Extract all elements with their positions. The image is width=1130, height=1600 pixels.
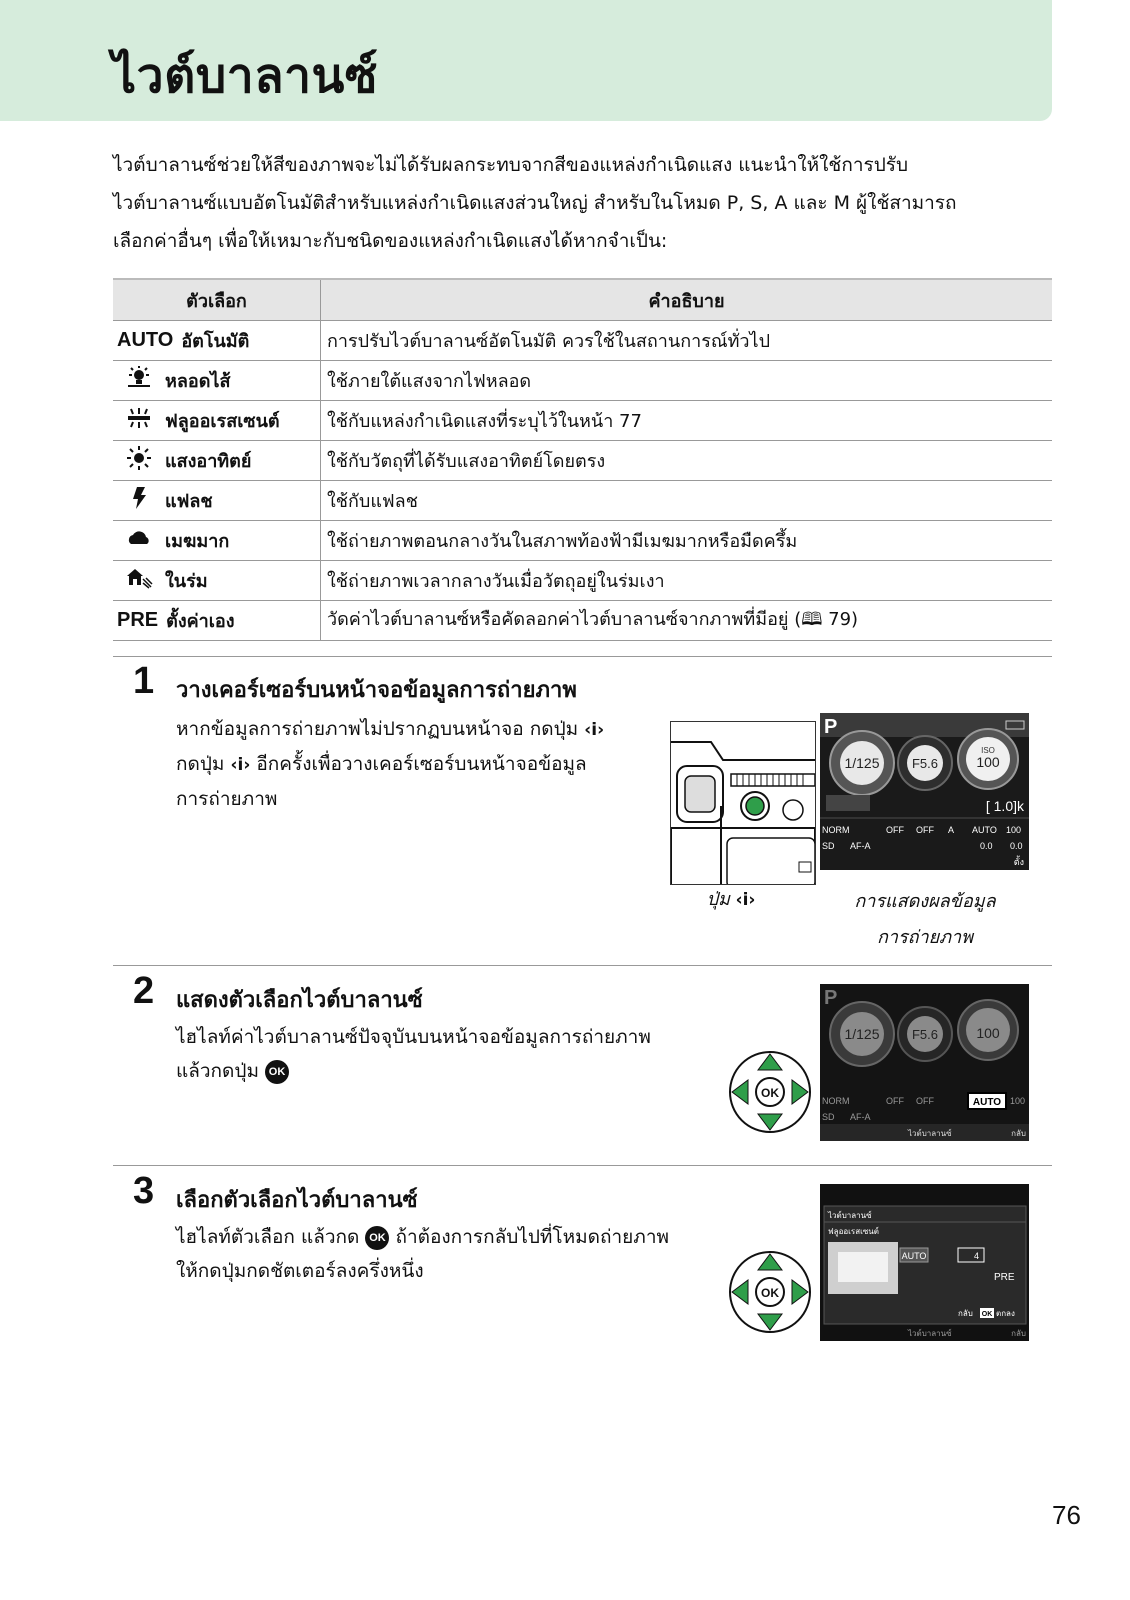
step-title: เลือกตัวเลือกไวต์บาลานซ์ — [176, 1188, 418, 1213]
lcd-bkt-value: OFF — [886, 1096, 904, 1106]
caption-text: การแสดงผลข้อมูล — [854, 891, 996, 912]
lcd-shutter: 1/125 — [844, 1026, 880, 1042]
step-text: การถ่ายภาพ — [176, 788, 278, 810]
lcd-aperture: F5.6 — [911, 1027, 939, 1042]
lcd-qual-value: NORM — [822, 1096, 850, 1106]
white-balance-menu-screen — [820, 1184, 1029, 1341]
table-row — [113, 441, 1052, 481]
option-description: การปรับไวต์บาลานซ์อัตโนมัติ ควรใช้ในสถานการณ์ทั่วไป — [321, 321, 1053, 361]
lcd-adl-value: A — [948, 825, 955, 835]
lcd-mode: P — [824, 987, 838, 1009]
lcd-qual-value: NORM — [822, 825, 850, 835]
lcd-remaining: [ 1.0]k — [985, 798, 1024, 814]
step-text: ไฮไลท์ค่าไวต์บาลานซ์ปัจจุบันบนหน้าจอข้อมูลการถ่ายภาพ — [176, 1026, 651, 1048]
table-row — [113, 321, 1052, 361]
step-text: ถ้าต้องการกลับไปที่โหมดถ่ายภาพ — [395, 1226, 670, 1248]
menu-hint-back: กลับ — [958, 1309, 973, 1318]
step-body — [176, 1020, 676, 1088]
step-text: หากข้อมูลการถ่ายภาพไม่ปรากฏบนหน้าจอ กดปุ่ม — [176, 718, 579, 740]
step-text: แล้วกดปุ่ม — [176, 1060, 259, 1082]
lcd-hint-back: กลับ — [1011, 1129, 1026, 1138]
info-button-icon: ‹i› — [735, 890, 756, 910]
multi-selector-icon — [728, 1250, 812, 1334]
option-description: ใช้กับแหล่งกำเนิดแสงที่ระบุไว้ในหน้า 77 — [321, 401, 1053, 441]
caption-display — [830, 884, 1020, 956]
intro-line: ไวต์บาลานซ์ช่วยให้สีของภาพจะไม่ได้รับผลกระทบจากสีของแหล่งกำเนิดแสง แนะนำให้ใช้การปรับ — [113, 154, 909, 176]
step-divider — [113, 965, 1052, 966]
lcd-card: SD — [822, 841, 835, 851]
intro-line: ไวต์บาลานซ์แบบอัตโนมัติสำหรับแหล่งกำเนิดแสงส่วนใหญ่ สำหรับในโหมด P, S, A และ M ผู้ใช้สามารถ — [113, 192, 957, 214]
step-body — [176, 1220, 716, 1288]
step-divider — [113, 656, 1052, 657]
option-name: หลอดไส้ — [165, 371, 231, 392]
table-row — [113, 361, 1052, 401]
caption-text: การถ่ายภาพ — [876, 927, 974, 948]
sun-icon — [113, 446, 165, 475]
option-name: เมฆมาก — [165, 531, 230, 552]
step-text: กดปุ่ม — [176, 753, 225, 775]
lcd-iso-value: 100 — [976, 754, 1000, 770]
ok-button-icon: OK — [265, 1060, 289, 1084]
menu-current: ฟลูออเรสเซนต์ — [828, 1227, 879, 1236]
option-description: ใช้กับวัตถุที่ได้รับแสงอาทิตย์โดยตรง — [321, 441, 1053, 481]
multi-selector-icon — [728, 1050, 812, 1134]
step-text: ไฮไลท์ตัวเลือก แล้วกด — [176, 1226, 360, 1248]
lcd-wb-highlight: AUTO — [972, 1097, 1002, 1108]
caption-button — [676, 884, 786, 913]
option-name: ฟลูออเรสเซนต์ — [165, 411, 280, 432]
lcd-wb-value: AUTO — [972, 825, 997, 835]
lcd-af-mode: AF-A — [850, 1112, 871, 1122]
page-number: 76 — [1052, 1500, 1081, 1530]
page-header — [0, 0, 1052, 121]
lcd-hint-set: ตั้ง — [1013, 857, 1024, 867]
option-name: แฟลช — [165, 491, 213, 512]
menu-hint-ok: ตกลง — [996, 1309, 1015, 1318]
option-name: อัตโนมัติ — [181, 331, 250, 352]
table-row — [113, 481, 1052, 521]
option-name: แสงอาทิตย์ — [165, 451, 252, 472]
camera-illustration — [670, 721, 816, 885]
option-description: ใช้ถ่ายภาพตอนกลางวันในสภาพท้องฟ้ามีเมฆมากหรือมืดครึ้ม — [321, 521, 1053, 561]
lcd-iso-value: 100 — [976, 1025, 1000, 1041]
lcd-hdr-value: OFF — [916, 825, 934, 835]
menu-title: ไวต์บาลานซ์ — [828, 1211, 872, 1220]
step-text: ให้กดปุ่มกดชัตเตอร์ลงครึ่งหนึ่ง — [176, 1260, 424, 1282]
step-number: 3 — [133, 1170, 155, 1212]
menu-ok-key: OK — [981, 1311, 993, 1318]
lcd-hint-wb: ไวต์บาลานซ์ — [908, 1129, 952, 1138]
lcd-iso-setting: 100 — [1010, 1096, 1026, 1106]
step-title: วางเคอร์เซอร์บนหน้าจอข้อมูลการถ่ายภาพ — [176, 678, 577, 703]
ok-label: OK — [761, 1086, 779, 1100]
ok-label: OK — [761, 1286, 779, 1300]
lcd-aperture: F5.6 — [911, 756, 939, 771]
column-header-description: คำอธิบาย — [321, 279, 1053, 321]
lcd-hint-wb: ไวต์บาลานซ์ — [908, 1329, 952, 1338]
white-balance-table — [113, 278, 1052, 641]
lcd-hint-back: กลับ — [1011, 1329, 1026, 1338]
step-body — [176, 712, 676, 816]
table-row — [113, 561, 1052, 601]
lcd-mode: P — [824, 716, 838, 738]
table-header-row — [113, 279, 1052, 321]
menu-opt-pre: PRE — [994, 1272, 1015, 1283]
flash-icon — [113, 486, 165, 515]
step-title: แสดงตัวเลือกไวต์บาลานซ์ — [176, 988, 423, 1013]
step-text: อีกครั้งเพื่อวางเคอร์เซอร์บนหน้าจอข้อมูล — [256, 753, 587, 775]
ok-button-icon: OK — [365, 1226, 389, 1250]
table-row — [113, 601, 1052, 641]
lcd-bkt-value: OFF — [886, 825, 904, 835]
option-description: ใช้กับแฟลช — [321, 481, 1053, 521]
option-description: ใช้ภายใต้แสงจากไฟหลอด — [321, 361, 1053, 401]
option-description: วัดค่าไวต์บาลานซ์หรือคัดลอกค่าไวต์บาลานซ์จากภาพที่มีอยู่ (🕮 79) — [321, 601, 1053, 641]
page-title: ไวต์บาลานซ์ — [112, 48, 378, 104]
lcd-iso-label: ISO — [981, 746, 995, 755]
option-name: ตั้งค่าเอง — [166, 611, 235, 632]
info-button-icon: ‹i› — [584, 720, 605, 740]
lcd-af-mode: AF-A — [850, 841, 871, 851]
menu-opt-fluor: 4 — [974, 1251, 980, 1261]
lcd-shutter: 1/125 — [844, 755, 880, 771]
menu-opt-auto: AUTO — [901, 1251, 927, 1261]
option-name: ในร่ม — [165, 571, 208, 592]
intro-paragraph — [113, 146, 1033, 260]
column-header-option: ตัวเลือก — [113, 279, 321, 321]
step-number: 2 — [133, 970, 155, 1012]
cloud-icon — [113, 526, 165, 555]
info-button-icon: ‹i› — [230, 755, 251, 775]
lcd-exp-comp: 0.0 — [980, 841, 993, 851]
table-row — [113, 401, 1052, 441]
shooting-info-display — [820, 713, 1029, 870]
fluorescent-icon — [113, 406, 165, 435]
incandescent-icon — [113, 366, 165, 395]
preset-icon: PRE — [117, 609, 159, 631]
lcd-iso-setting: 100 — [1006, 825, 1022, 835]
shade-icon — [113, 566, 165, 595]
step-divider — [113, 1165, 1052, 1166]
caption-text: ปุ่ม — [706, 889, 730, 910]
step-number: 1 — [133, 660, 155, 702]
lcd-card: SD — [822, 1112, 835, 1122]
intro-line: เลือกค่าอื่นๆ เพื่อให้เหมาะกับชนิดของแหล่งกำเนิดแสงได้หากจำเป็น: — [113, 230, 668, 252]
auto-icon: AUTO — [117, 329, 174, 351]
table-row — [113, 521, 1052, 561]
lcd-flash-comp: 0.0 — [1010, 841, 1023, 851]
lcd-hdr-value: OFF — [916, 1096, 934, 1106]
shooting-info-display-wb — [820, 984, 1029, 1141]
option-description: ใช้ถ่ายภาพเวลากลางวันเมื่อวัตถุอยู่ในร่มเงา — [321, 561, 1053, 601]
